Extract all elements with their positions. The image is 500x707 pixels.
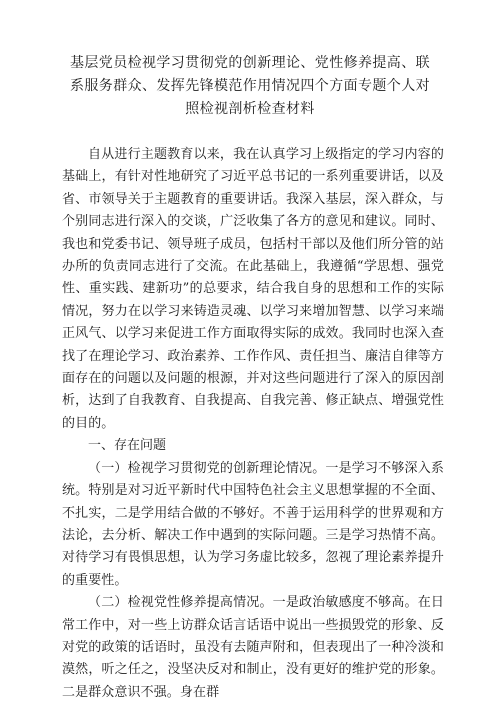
document-body <box>62 144 444 704</box>
paragraph-party-spirit: （二）检视党性修养提高情况。一是政治敏感度不够高。在日常工作中，对一些上访群众话言话语中说出一些损毁党的形象、反对党的政策的话语时，虽没有去随声附和，但表现出了一种冷淡和漠然，听之任之，没坚决反对和制止，没有更好的维护党的形象。二是群众意识不强。身在群 <box>62 595 444 700</box>
section-heading-problems: 一、存在问题 <box>88 438 167 454</box>
paragraph-theory-study: （一）检视学习贯彻党的创新理论情况。一是学习不够深入系统。特别是对习近平新时代中国特色社会主义思想掌握的不全面、不扎实，二是学用结合做的不够好。不善于运用科学的世界观和方法论，去分析、解决工作中遇到的实际问题。三是学习热情不高。对待学习有畏惧思想，认为学习务虚比较多，忽视了理论素养提升的重要性。 <box>62 460 444 588</box>
document-title: 基层党员检视学习贯彻党的创新理论、党性修养提高、联系服务群众、发挥先锋模范作用情况四个方面专题个人对照检视剖析检查材料 <box>70 55 430 117</box>
intro-paragraph: 自从进行主题教育以来，我在认真学习上级指定的学习内容的基础上，有针对性地研究了习近平总书记的一系列重要讲话，以及省、市领导关于主题教育的重要讲话。我深入基层，深入群众，与个别同志进行深入的交谈，广泛收集了各方的意见和建议。同时、我也和党委书记、领导班子成员，包括村干部以及他们所分管的站办所的负责同志进行了交流。在此基础上，我遵循“学思想、强党性、重实践、建新功”的总要求，结合我自身的思想和工作的实际情况，努力在以学习来铸造灵魂、以学习来增加智慧、以学习来端正风气、以学习来促进工作方面取得实际的成效。我同时也深入查找了在理论学习、政治素养、工作作风、责任担当、廉洁自律等方面存在的问题以及问题的根源，并对这些问题进行了深入的原因剖析，达到了自我教育、自我提高、自我完善、修正缺点、增强党性的目的。 <box>62 147 444 431</box>
